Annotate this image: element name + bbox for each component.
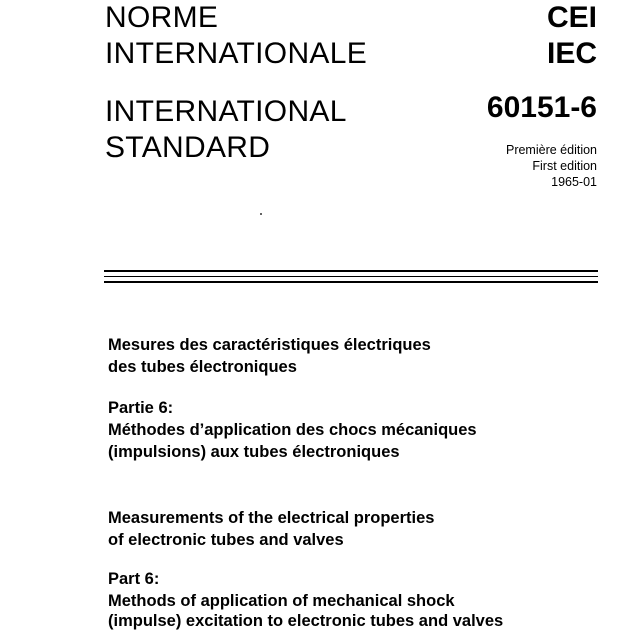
- french-part-line1: Méthodes d’application des chocs mécaniques: [108, 421, 477, 439]
- scan-speck: [260, 213, 262, 215]
- header-rule-top: [104, 270, 598, 272]
- french-part-label: Partie 6:: [108, 399, 174, 417]
- english-title-line2: of electronic tubes and valves: [108, 531, 344, 549]
- french-part-line2: (impulsions) aux tubes électroniques: [108, 443, 400, 461]
- french-title-line1: Mesures des caractéristiques électriques: [108, 336, 431, 354]
- iec-code: IEC: [546, 37, 597, 70]
- english-part-label: Part 6:: [108, 570, 160, 588]
- international-label: INTERNATIONAL: [105, 95, 347, 128]
- cei-code: CEI: [546, 1, 597, 34]
- english-title-line1: Measurements of the electrical properties: [108, 509, 435, 527]
- edition-en: First edition: [532, 159, 597, 173]
- edition-date: 1965-01: [551, 175, 597, 189]
- standard-number: 60151-6: [486, 91, 597, 124]
- standard-label: STANDARD: [105, 131, 271, 164]
- norme-label: NORME: [105, 1, 219, 34]
- english-part-line1: Methods of application of mechanical shock: [108, 592, 455, 610]
- header-rule-middle: [104, 276, 598, 277]
- edition-fr: Première édition: [505, 143, 597, 157]
- french-title-line2: des tubes électroniques: [108, 358, 297, 376]
- english-part-line2: (impulse) excitation to electronic tubes and valves: [108, 612, 504, 630]
- internationale-label: INTERNATIONALE: [105, 37, 368, 70]
- header-rule-bottom: [104, 281, 598, 283]
